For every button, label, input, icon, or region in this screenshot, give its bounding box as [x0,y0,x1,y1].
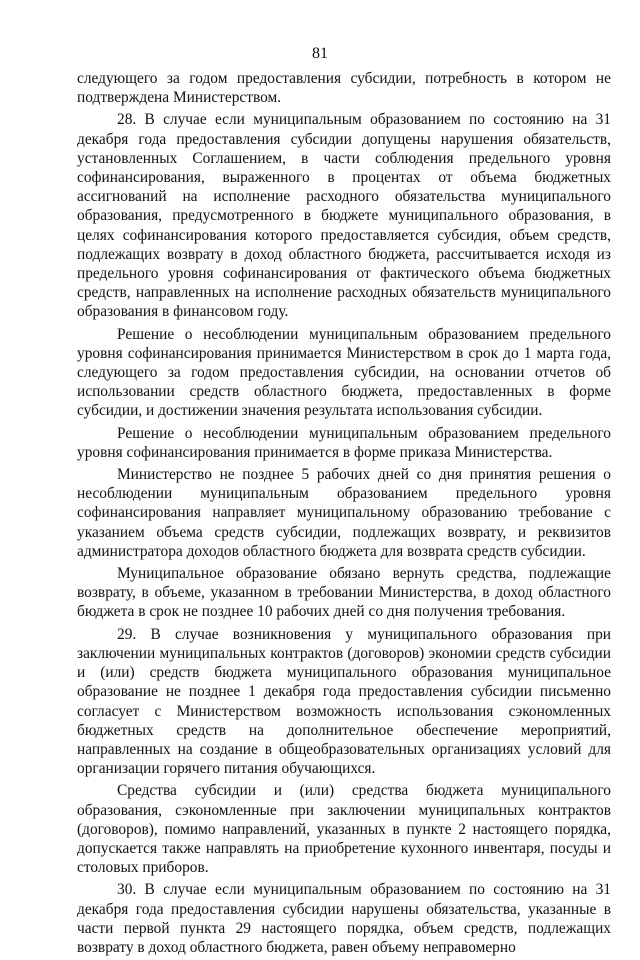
paragraph-continuation: следующего за годом предоставления субсидии, потребность в котором не подтверждена Министерством. [77,70,611,107]
paragraph-clause-30: 30. В случае если муниципальным образованием по состоянию на 31 декабря года предоставления субсидии нарушены обязательства, указанные в части первой пункта 29 настоящего порядка, объем средств, подлежащих возврату в доход областного бюджета, равен объему неправомерно [77,881,611,956]
paragraph-ministry-requirement: Министерство не позднее 5 рабочих дней со дня принятия решения о несоблюдении муниципальным образованием предельного уровня софинансирования направляет муниципальному образованию требование с указанием объема средств субсидии, подлежащих возврату, и реквизитов администратора доходов областного бюджета для возврата средств субсидии. [77,466,611,560]
body-text [77,69,611,960]
paragraph-decision-form: Решение о несоблюдении муниципальным образованием предельного уровня софинансирования принимается в форме приказа Министерства. [77,424,611,461]
page-number: 81 [312,45,328,62]
paragraph-refund-obligation: Муниципальное образование обязано вернуть средства, подлежащие возврату, в объеме, указанном в требовании Министерства, в доход областного бюджета в срок не позднее 10 рабочих дней со дня получения требования. [77,565,611,621]
paragraph-decision-deadline: Решение о несоблюдении муниципальным образованием предельного уровня софинансирования принимается Министерством в срок до 1 марта года, следующего за годом предоставления субсидии, на основании отчетов об использовании средств областного бюджета, предоставленных в форме субсидии, и достижении значения результата использования субсидии. [77,325,611,420]
paragraph-clause-29: 29. В случае возникновения у муниципального образования при заключении муниципальных контрактов (договоров) экономии средств субсидии и (или) средств бюджета муниципального образования муниципальное образование не позднее 1 декабря года предоставления субсидии письменно согласует с Министерством возможность использования сэкономленных бюджетных средств на дополнительное обеспечение мероприятий, направленных на создание в общеобразовательных организациях условий для организации горячего питания обучающихся. [77,625,611,778]
paragraph-savings-use: Средства субсидии и (или) средства бюджета муниципального образования, сэкономленные при заключении муниципальных контрактов (договоров), помимо направлений, указанных в пункте 2 настоящего порядка, допускается также направлять на приобретение кухонного инвентаря, посуды и столовых приборов. [77,782,611,877]
paragraph-clause-28: 28. В случае если муниципальным образованием по состоянию на 31 декабря года предоставления субсидии допущены нарушения обязательств, установленных Соглашением, в части соблюдения предельного уровня софинансирования, выраженного в процентах от объема бюджетных ассигнований на исполнение расходного обязательства муниципального образования, предусмотренного в бюджете муниципального образования, в целях софинансирования которого предоставляется субсидия, объем средств, подлежащих возврату в доход областного бюджета, рассчитывается исходя из предельного уровня софинансирования от фактического объема бюджетных средств, направленных на исполнение расходных обязательств муниципального образования в финансовом году. [77,111,611,321]
